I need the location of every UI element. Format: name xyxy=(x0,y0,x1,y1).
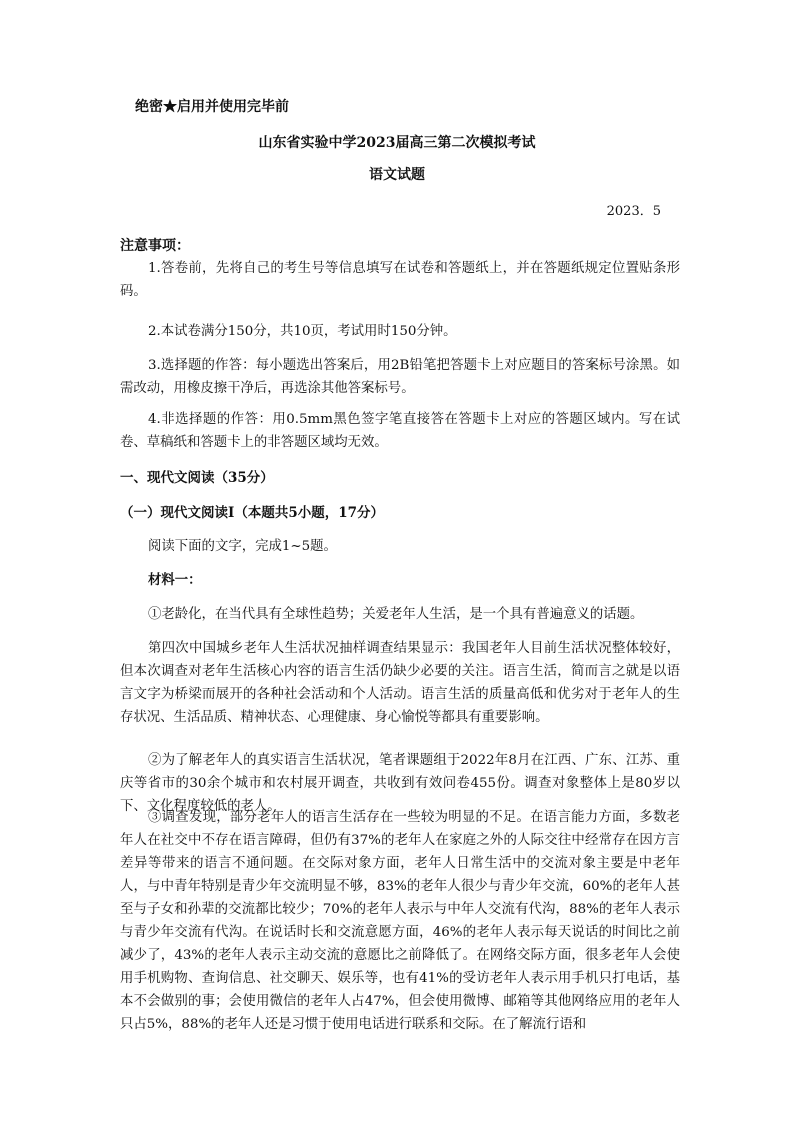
notice-item-1: 1.答卷前，先将自己的考生号等信息填写在试卷和答题纸上，并在答题纸规定位置贴条形码。 xyxy=(120,261,680,299)
paragraph-4: ③调查发现，部分老年人的语言生活存在一些较为明显的不足。在语言能力方面，多数老年人在社交中不存在语言障碍，但仍有37%的老年人在家庭之外的人际交往中经常存在因方言差异等带来的语言不通问题。在交际对象方面，老年人日常生活中的交流对象主要是中老年人，与中青年特别是青少年交流明显不够，83%的老年人很少与青少年交流，60%的老年人甚至与子女和孙辈的交流都比较少；70%的老年人表示与中年人交流有代沟，88%的老年人表示与青少年交流有代沟。在说话时长和交流意愿方面，46%的老年人表示每天说话的时间比之前减少了，43%的老年人表示主动交流的意愿比之前降低了。在网络交际方面，很多老年人会使用手机购物、查询信息、社交聊天、娱乐等，也有41%的受访老年人表示用手机只打电话，基本不会做别的事；会使用微信的老年人占47%，但会使用微博、邮箱等其他网络应用的老年人只占5%，88%的老年人还是习惯于使用电话进行联系和交际。在了解流行语和 xyxy=(120,810,680,1032)
confidential-mark: 绝密★启用并使用完毕前 xyxy=(135,99,289,115)
exam-title: 山东省实验中学2023届高三第二次模拟考试 xyxy=(258,135,536,151)
notice-item-4: 4.非选择题的作答：用0.5mm黑色签字笔直接答在答题卡上对应的答题区域内。写在试卷、草稿纸和答题卡上的非答题区域均无效。 xyxy=(120,412,680,450)
paragraph-3: ②为了解老年人的真实语言生活状况，笔者课题组于2022年8月在江西、广东、江苏、重庆等省市的30余个城市和农村展开调查，共收到有效问卷455份。调查对象整体上是80岁以下、文化程度较低的老人。 xyxy=(120,753,680,814)
notice-item-3: 3.选择题的作答：每小题选出答案后，用2B铅笔把答题卡上对应题目的答案标号涂黑。如需改动，用橡皮擦干净后，再选涂其他答案标号。 xyxy=(120,358,680,396)
paragraph-1: ①老龄化，在当代具有全球性趋势；关爱老年人生活，是一个具有普遍意义的话题。 xyxy=(148,607,644,622)
notice-label: 注意事项： xyxy=(120,238,190,254)
material-label: 材料一： xyxy=(148,572,202,588)
paragraph-2: 第四次中国城乡老年人生活状况抽样调查结果显示：我国老年人目前生活状况整体较好，但本次调查对老年生活核心内容的语言生活仍缺少必要的关注。语言生活，简而言之就是以语言文字为桥梁而展开的各种社会活动和个人活动。语言生活的质量高低和优劣对于老年人的生存状况、生活品质、精神状态、心理健康、身心愉悦等都具有重要影响。 xyxy=(120,641,680,725)
exam-subtitle: 语文试题 xyxy=(369,167,425,183)
sub-section-heading: （一）现代文阅读Ⅰ（本题共5小题，17分） xyxy=(120,505,384,521)
notice-item-2: 2.本试卷满分150分，共10页，考试用时150分钟。 xyxy=(148,324,457,339)
exam-date: 2023．5 xyxy=(606,204,661,219)
section-heading: 一、现代文阅读（35分） xyxy=(120,470,274,486)
reading-instruction: 阅读下面的文字，完成1~5题。 xyxy=(148,539,337,554)
